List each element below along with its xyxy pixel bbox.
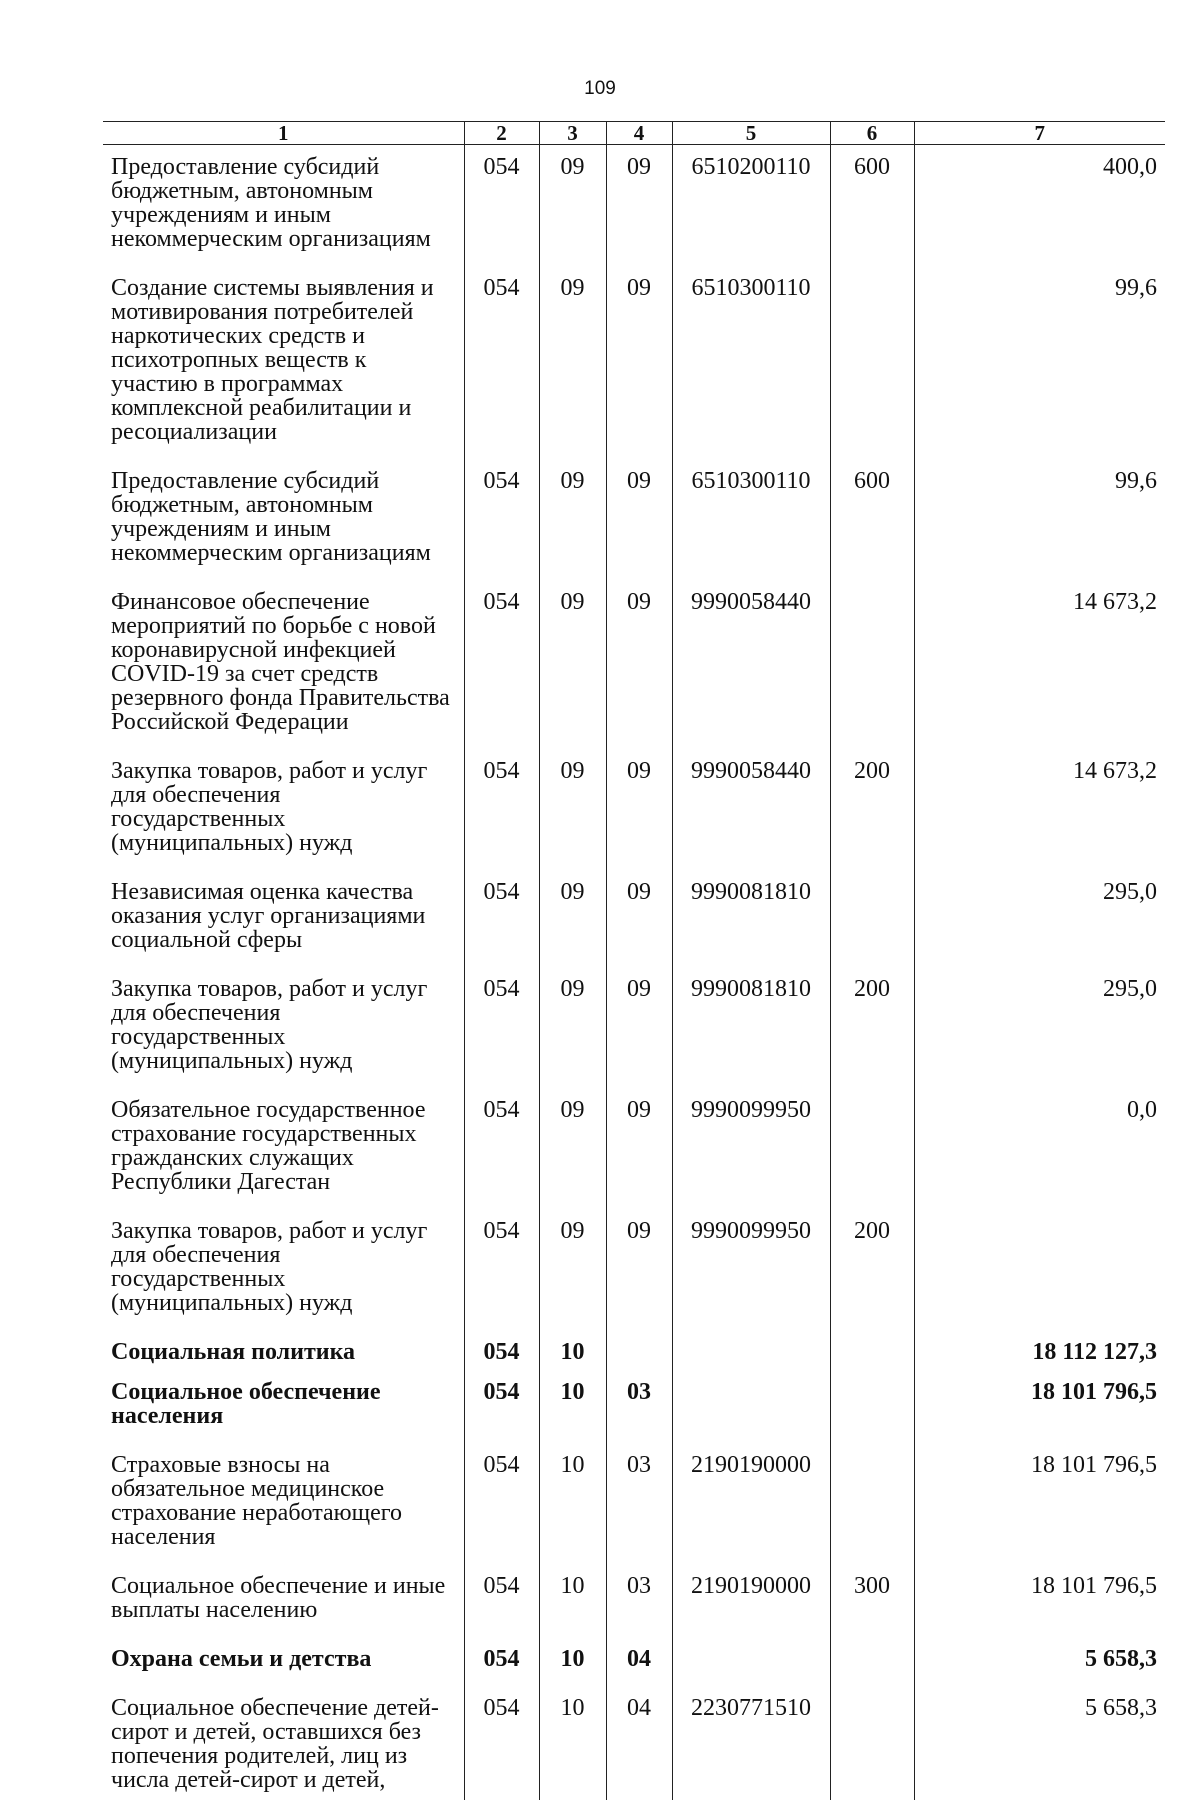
row-name-cell: Предоставление субсидий бюджетным, автономным учреждениям и иным некоммерческим организациям [103,145,464,267]
target-article-code-cell: 9990081810 [672,967,830,1088]
subsection-code-cell: 09 [606,580,672,749]
table-row [103,870,1165,967]
admin-code-cell: 054 [464,1209,539,1330]
target-article-code-cell: 2190190000 [672,1564,830,1637]
amount-cell [914,1209,1165,1330]
column-header: 3 [539,122,606,145]
admin-code-cell: 054 [464,870,539,967]
expense-type-code-cell [830,580,914,749]
amount-cell: 5 658,3 [914,1637,1165,1686]
expense-type-code-cell [830,1686,914,1800]
admin-code-cell: 054 [464,1564,539,1637]
target-article-code-cell: 6510300110 [672,266,830,459]
subsection-code-cell: 04 [606,1637,672,1686]
expense-type-code-cell [830,266,914,459]
section-code-cell: 09 [539,749,606,870]
table-row [103,749,1165,870]
section-code-cell: 10 [539,1370,606,1443]
row-name-cell: Страховые взносы на обязательное медицинское страхование неработающего населения [103,1443,464,1564]
admin-code-cell: 054 [464,1330,539,1370]
subsection-code-cell [606,1330,672,1370]
table-body [103,145,1165,1800]
column-header: 4 [606,122,672,145]
expense-type-code-cell: 200 [830,749,914,870]
table-row [103,1443,1165,1564]
subsection-code-cell: 03 [606,1443,672,1564]
admin-code-cell: 054 [464,1443,539,1564]
column-header: 6 [830,122,914,145]
target-article-code-cell: 2230771510 [672,1686,830,1800]
amount-cell: 295,0 [914,967,1165,1088]
target-article-code-cell [672,1370,830,1443]
expense-type-code-cell: 200 [830,967,914,1088]
admin-code-cell: 054 [464,1088,539,1209]
expense-type-code-cell: 600 [830,459,914,580]
row-name-cell: Создание системы выявления и мотивирования потребителей наркотических средств и психотропных веществ к участию в программах комплексной реабилитации и ресоциализации [103,266,464,459]
admin-code-cell: 054 [464,967,539,1088]
expense-type-code-cell: 200 [830,1209,914,1330]
table-row [103,459,1165,580]
table-row [103,967,1165,1088]
budget-table [103,121,1165,1800]
row-name-cell: Финансовое обеспечение мероприятий по борьбе с новой коронавирусной инфекцией COVID-19 за счет средств резервного фонда Правительства Российской Федерации [103,580,464,749]
expense-type-code-cell [830,1088,914,1209]
admin-code-cell: 054 [464,1370,539,1443]
amount-cell: 99,6 [914,266,1165,459]
row-name-cell: Охрана семьи и детства [103,1637,464,1686]
subsection-code-cell: 09 [606,266,672,459]
target-article-code-cell: 9990081810 [672,870,830,967]
expense-type-code-cell [830,870,914,967]
admin-code-cell: 054 [464,580,539,749]
column-header: 2 [464,122,539,145]
admin-code-cell: 054 [464,1686,539,1800]
expense-type-code-cell: 300 [830,1564,914,1637]
section-code-cell: 10 [539,1564,606,1637]
section-code-cell: 09 [539,1209,606,1330]
table-row [103,1370,1165,1443]
column-header: 7 [914,122,1165,145]
section-code-cell: 09 [539,266,606,459]
target-article-code-cell [672,1330,830,1370]
subsection-code-cell: 03 [606,1564,672,1637]
subsection-code-cell: 09 [606,749,672,870]
admin-code-cell: 054 [464,749,539,870]
column-header: 1 [103,122,464,145]
row-name-cell: Социальное обеспечение детей-сирот и детей, оставшихся без попечения родителей, лиц из числа детей-сирот и детей, [103,1686,464,1800]
section-code-cell: 09 [539,145,606,267]
table-row [103,580,1165,749]
target-article-code-cell: 6510300110 [672,459,830,580]
section-code-cell: 10 [539,1637,606,1686]
admin-code-cell: 054 [464,266,539,459]
expense-type-code-cell [830,1370,914,1443]
table-row [103,1209,1165,1330]
amount-cell: 14 673,2 [914,580,1165,749]
table-row [103,1088,1165,1209]
table-row [103,145,1165,267]
amount-cell: 18 101 796,5 [914,1443,1165,1564]
section-code-cell: 09 [539,870,606,967]
amount-cell: 99,6 [914,459,1165,580]
amount-cell: 0,0 [914,1088,1165,1209]
subsection-code-cell: 09 [606,1088,672,1209]
amount-cell: 18 101 796,5 [914,1564,1165,1637]
table-row [103,266,1165,459]
expense-type-code-cell [830,1443,914,1564]
target-article-code-cell: 9990058440 [672,580,830,749]
row-name-cell: Предоставление субсидий бюджетным, автономным учреждениям и иным некоммерческим организациям [103,459,464,580]
table-row [103,1686,1165,1800]
target-article-code-cell [672,1637,830,1686]
amount-cell: 18 101 796,5 [914,1370,1165,1443]
row-name-cell: Социальное обеспечение и иные выплаты населению [103,1564,464,1637]
admin-code-cell: 054 [464,145,539,267]
target-article-code-cell: 6510200110 [672,145,830,267]
table-row [103,1330,1165,1370]
target-article-code-cell: 2190190000 [672,1443,830,1564]
subsection-code-cell: 04 [606,1686,672,1800]
row-name-cell: Закупка товаров, работ и услуг для обеспечения государственных (муниципальных) нужд [103,749,464,870]
row-name-cell: Социальное обеспечение населения [103,1370,464,1443]
subsection-code-cell: 09 [606,870,672,967]
section-code-cell: 10 [539,1330,606,1370]
target-article-code-cell: 9990099950 [672,1209,830,1330]
row-name-cell: Закупка товаров, работ и услуг для обеспечения государственных (муниципальных) нужд [103,1209,464,1330]
section-code-cell: 09 [539,459,606,580]
subsection-code-cell: 03 [606,1370,672,1443]
expense-type-code-cell [830,1330,914,1370]
amount-cell: 400,0 [914,145,1165,267]
section-code-cell: 10 [539,1443,606,1564]
admin-code-cell: 054 [464,1637,539,1686]
amount-cell: 14 673,2 [914,749,1165,870]
expense-type-code-cell: 600 [830,145,914,267]
column-header: 5 [672,122,830,145]
target-article-code-cell: 9990058440 [672,749,830,870]
subsection-code-cell: 09 [606,1209,672,1330]
amount-cell: 5 658,3 [914,1686,1165,1800]
header-row [103,122,1165,145]
subsection-code-cell: 09 [606,145,672,267]
admin-code-cell: 054 [464,459,539,580]
row-name-cell: Социальная политика [103,1330,464,1370]
amount-cell: 295,0 [914,870,1165,967]
amount-cell: 18 112 127,3 [914,1330,1165,1370]
page-number: 109 [0,78,1200,100]
section-code-cell: 09 [539,967,606,1088]
row-name-cell: Обязательное государственное страхование государственных гражданских служащих Республики Дагестан [103,1088,464,1209]
subsection-code-cell: 09 [606,967,672,1088]
row-name-cell: Закупка товаров, работ и услуг для обеспечения государственных (муниципальных) нужд [103,967,464,1088]
target-article-code-cell: 9990099950 [672,1088,830,1209]
row-name-cell: Независимая оценка качества оказания услуг организациями социальной сферы [103,870,464,967]
section-code-cell: 09 [539,1088,606,1209]
subsection-code-cell: 09 [606,459,672,580]
section-code-cell: 10 [539,1686,606,1800]
expense-type-code-cell [830,1637,914,1686]
table-header [103,122,1165,145]
section-code-cell: 09 [539,580,606,749]
table-row [103,1564,1165,1637]
table-row [103,1637,1165,1686]
